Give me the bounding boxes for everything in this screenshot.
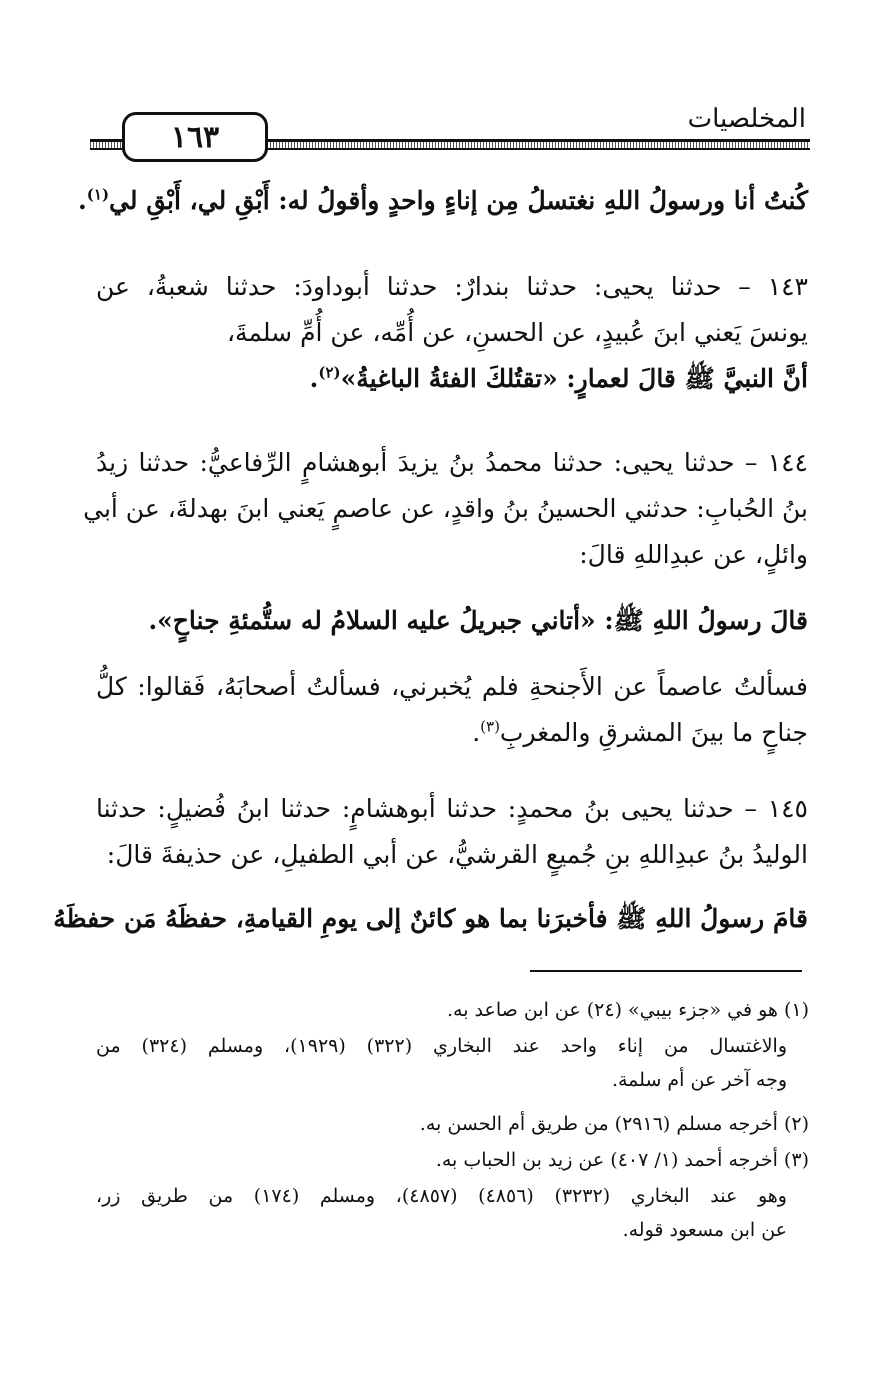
footnote-line: وجه آخر عن أم سلمة. — [611, 1069, 787, 1091]
page-number: ١٦٣ — [170, 119, 220, 155]
text-line-content: ١٤٥ – حدثنا يحيى بنُ محمدٍ: حدثنا أبوهشامٍ: حدثنا ابنُ فُضيلٍ: حدثنا — [96, 794, 808, 823]
footnote-marker: (٣) — [480, 717, 500, 736]
page-number-box — [122, 112, 268, 162]
text-line — [53, 896, 808, 942]
footnote-line: (٢) أخرجه مسلم (٢٩١٦) من طريق أم الحسن به. — [419, 1113, 809, 1135]
text-line-content: قالَ رسولُ اللهِ ﷺ: «أتاني جبريلُ عليه السلامُ له ستُّمئةِ جناحٍ». — [148, 606, 808, 635]
running-title: المخلصيات — [687, 104, 806, 134]
footnote-line: والاغتسال من إناء واحد عند البخاري (٣٢٢) (١٩٢٩)، ومسلم (٣٢٤) من — [96, 1035, 788, 1057]
text-line-content: يونسَ يَعني ابنَ عُبيدٍ، عن الحسنِ، عن أُمِّه، عن أُمِّ سلمةَ، — [226, 318, 808, 347]
page-header — [90, 104, 810, 164]
text-line-content: ١٤٣ – حدثنا يحيى: حدثنا بندارٌ: حدثنا أبوداودَ: حدثنا شعبةُ، عن — [96, 272, 808, 301]
text-line-content: قامَ رسولُ اللهِ ﷺ فأخبرَنا بما هو كائنٌ إلى يومِ القيامةِ، حفظَهُ مَن حفظَهُ — [53, 904, 808, 933]
footnote-marker: (٢) — [318, 363, 341, 382]
text-line — [83, 486, 808, 532]
text-line-content: جناحٍ ما بينَ المشرقِ والمغربِ — [499, 718, 808, 747]
line-end-punctuation: . — [472, 718, 481, 747]
text-line-content: بنُ الحُبابِ: حدثني الحسينُ بنُ واقدٍ، عن عاصمٍ يَعني ابنَ بهدلةَ، عن أبي — [83, 494, 808, 523]
line-end-punctuation: . — [309, 364, 319, 393]
line-end-punctuation: . — [78, 186, 87, 215]
footnote-line: وهو عند البخاري (٣٢٣٢) (٤٨٥٦) (٤٨٥٧)، ومسلم (١٧٤) من طريق زر، — [96, 1185, 787, 1207]
text-line — [96, 356, 808, 402]
footnote-separator — [530, 970, 802, 972]
text-line — [96, 440, 808, 486]
text-line — [96, 832, 808, 878]
footnote-line: عن ابن مسعود قوله. — [622, 1219, 787, 1241]
text-line — [96, 710, 808, 756]
text-line — [96, 598, 808, 644]
footnote-line: (١) هو في «جزء بيبي» (٢٤) عن ابن صاعد به. — [447, 999, 809, 1021]
footnote-marker: (١) — [86, 185, 110, 204]
footnote-line: (٣) أخرجه أحمد (١/ ٤٠٧) عن زيد بن الحباب به. — [435, 1149, 809, 1171]
text-line — [78, 178, 808, 224]
text-line-content: ١٤٤ – حدثنا يحيى: حدثنا محمدُ بنُ يزيدَ أبوهشامٍ الرِّفاعيُّ: حدثنا زيدُ — [96, 448, 808, 477]
text-line-content: أنَّ النبيَّ ﷺ قالَ لعمارٍ: «تقتُلكَ الفئةُ الباغيةُ» — [340, 364, 808, 393]
text-line-content: وائلٍ، عن عبدِاللهِ قالَ: — [579, 540, 808, 569]
text-line — [96, 786, 808, 832]
text-line — [96, 532, 808, 578]
text-line — [96, 310, 808, 356]
text-line-content: الوليدُ بنُ عبدِاللهِ بنِ جُميعٍ القرشيُّ، عن أبي الطفيلِ، عن حذيفةَ قالَ: — [106, 840, 808, 869]
text-line-content: فسألتُ عاصماً عن الأَجنحةِ فلم يُخبرني، فسألتُ أصحابَهُ، فَقالوا: كلُّ — [96, 672, 808, 701]
text-line — [96, 664, 808, 710]
text-line — [96, 264, 808, 310]
text-line-content: كُنتُ أنا ورسولُ اللهِ نغتسلُ مِن إناءٍ واحدٍ وأقولُ له: أَبْقِ لي، أَبْقِ لي — [109, 186, 808, 215]
